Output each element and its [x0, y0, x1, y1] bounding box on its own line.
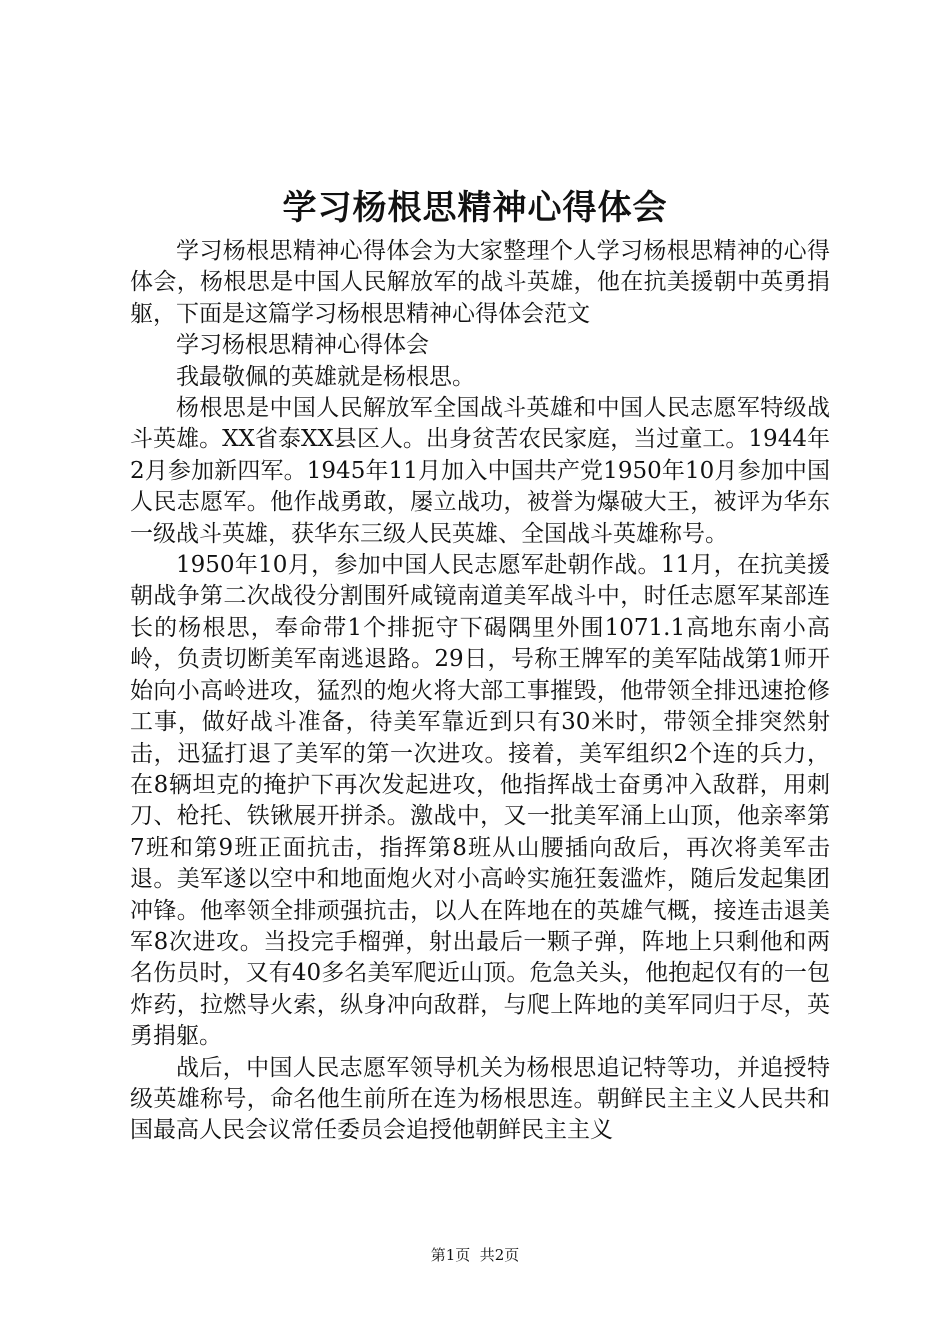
- paragraph-battle: 1950年10月，参加中国人民志愿军赴朝作战。11月，在抗美援朝战争第二次战役分割围歼咸镜南道美军战斗中，时任志愿军某部连长的杨根思，奉命带1个排扼守下碣隅里外围1071.1高地东南小高岭，负责切断美军南逃退路。29日，号称王牌军的美军陆战第1师开始向小高岭进攻，猛烈的炮火将大部工事摧毁，他带领全排迅速抢修工事，做好战斗准备，待美军靠近到只有30米时，带领全排突然射击，迅猛打退了美军的第一次进攻。接着，美军组织2个连的兵力，在8辆坦克的掩护下再次发起进攻，他指挥战士奋勇冲入敌群，用刺刀、枪托、铁锹展开拼杀。激战中，又一批美军涌上山顶，他亲率第7班和第9班正面抗击，指挥第8班从山腰插向敌后，再次将美军击退。美军遂以空中和地面炮火对小高岭实施狂轰滥炸，随后发起集团冲锋。他率领全排顽强抗击，以人在阵地在的英雄气概，接连击退美军8次进攻。当投完手榴弹，射出最后一颗子弹，阵地上只剩他和两名伤员时，又有40多名美军爬近山顶。危急关头，他抱起仅有的一包炸药，拉燃导火索，纵身冲向敌群，与爬上阵地的美军同归于尽，英勇捐躯。: [130, 552, 830, 1050]
- paragraph-aftermath: 战后，中国人民志愿军领导机关为杨根思追记特等功，并追授特级英雄称号，命名他生前所在连为杨根思连。朝鲜民主主义人民共和国最高人民会议常任委员会追授他朝鲜民主主义: [130, 1054, 830, 1144]
- page-number-footer: 第1页 共2页: [430, 1246, 520, 1264]
- document-body: [130, 236, 830, 1147]
- paragraph-subtitle: 学习杨根思精神心得体会: [176, 332, 429, 359]
- paragraph-hero: 我最敬佩的英雄就是杨根思。: [176, 363, 475, 390]
- paragraph-biography: 杨根思是中国人民解放军全国战斗英雄和中国人民志愿军特级战斗英雄。XX省泰XX县区人。出身贫苦农民家庭，当过童工。1944年2月参加新四军。1945年11月加入中国共产党1950年10月参加中国人民志愿军。他作战勇敢，屡立战功，被誉为爆破大王，被评为华东一级战斗英雄，获华东三级人民英雄、全国战斗英雄称号。: [130, 395, 830, 547]
- document-title: 学习杨根思精神心得体会: [282, 188, 668, 228]
- paragraph-intro: 学习杨根思精神心得体会为大家整理个人学习杨根思精神的心得体会，杨根思是中国人民解放军的战斗英雄，他在抗美援朝中英勇捐躯，下面是这篇学习杨根思精神心得体会范文: [130, 238, 830, 327]
